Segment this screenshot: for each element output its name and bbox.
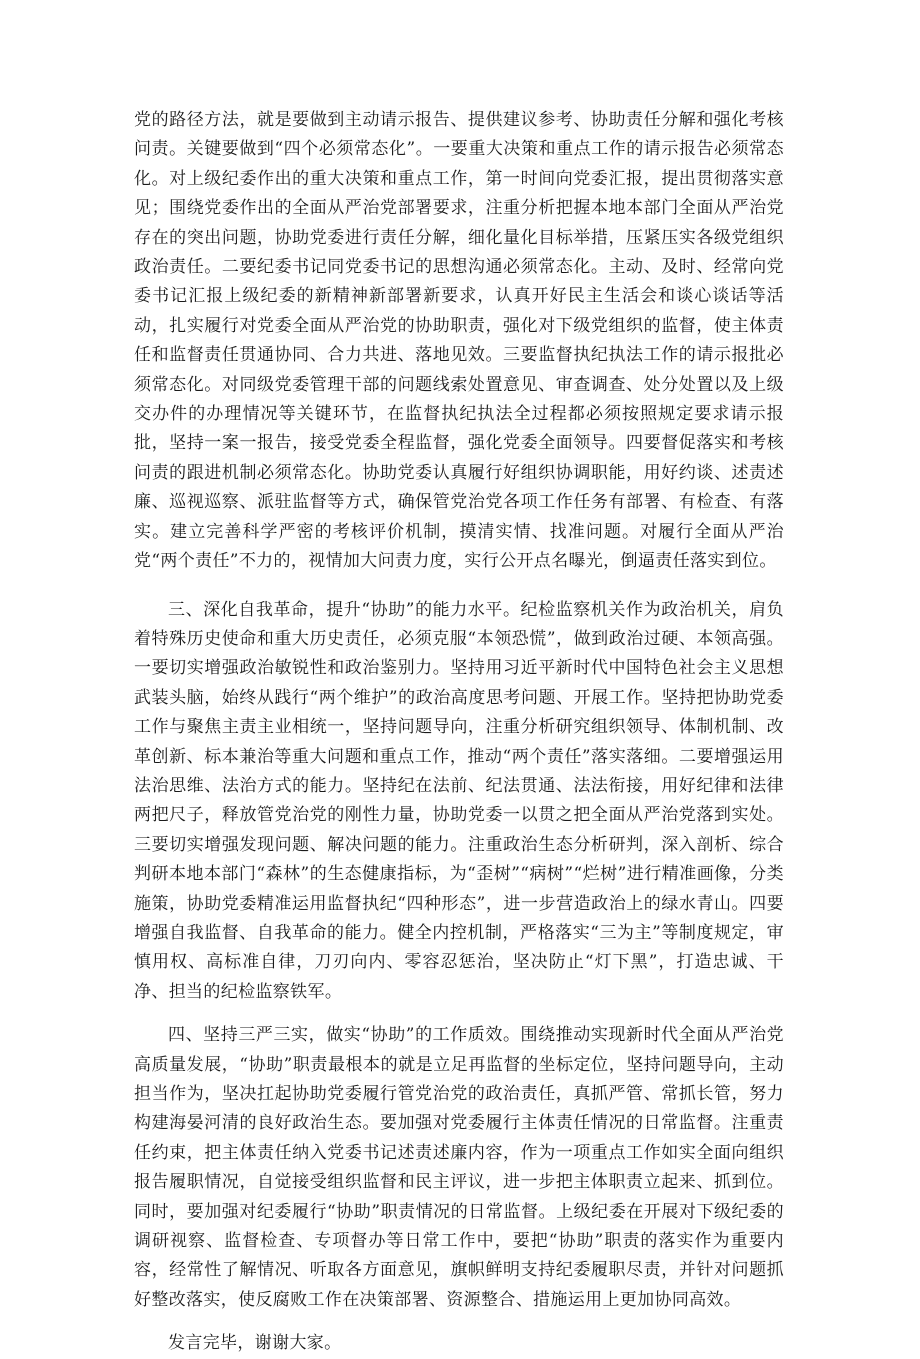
document-page	[134, 106, 784, 1359]
paragraph-section-three: 三、深化自我革命，提升“协助”的能力水平。纪检监察机关作为政治机关，肩负着特殊历史使命和重大历史责任，必须克服“本领恐慌”，做到政治过硬、本领高强。一要切实增强政治敏锐性和政治鉴别力。坚持用习近平新时代中国特色社会主义思想武装头脑，始终从践行“两个维护”的政治高度思考问题、开展工作。坚持把协助党委工作与聚焦主责主业相统一，坚持问题导向，注重分析研究组织领导、体制机制、改革创新、标本兼治等重大问题和重点工作，推动“两个责任”落实落细。二要增强运用法治思维、法治方式的能力。坚持纪在法前、纪法贯通、法法衔接，用好纪律和法律两把尺子，释放管党治党的刚性力量，协助党委一以贯之把全面从严治党落到实处。三要切实增强发现问题、解决问题的能力。注重政治生态分析研判，深入剖析、综合判研本地本部门“森林”的生态健康指标，为“歪树”“病树”“烂树”进行精准画像，分类施策，协助党委精准运用监督执纪“四种形态”，进一步营造政治上的绿水青山。四要增强自我监督、自我革命的能力。健全内控机制，严格落实“三为主”等制度规定，审慎用权、高标准自律，刀刃向内、零容忍惩治，坚决防止“灯下黑”，打造忠诚、干净、担当的纪检监察铁军。	[134, 599, 784, 1002]
paragraph-continuation: 党的路径方法，就是要做到主动请示报告、提供建议参考、协助责任分解和强化考核问责。关键要做到“四个必须常态化”。一要重大决策和重点工作的请示报告必须常态化。对上级纪委作出的重大决策和重点工作，第一时间向党委汇报，提出贯彻落实意见；围绕党委作出的全面从严治党部署要求，注重分析把握本地本部门全面从严治党存在的突出问题，协助党委进行责任分解，细化量化目标举措，压紧压实各级党组织政治责任。二要纪委书记同党委书记的思想沟通必须常态化。主动、及时、经常向党委书记汇报上级纪委的新精神新部署新要求，认真开好民主生活会和谈心谈话等活动，扎实履行对党委全面从严治党的协助职责，强化对下级党组织的监督，使主体责任和监督责任贯通协同、合力共进、落地见效。三要监督执纪执法工作的请示报批必须常态化。对同级党委管理干部的问题线索处置意见、审查调查、处分处置以及上级交办件的办理情况等关键环节，在监督执纪执法全过程都必须按照规定要求请示报批，坚持一案一报告，接受党委全程监督，强化党委全面领导。四要督促落实和考核问责的跟进机制必须常态化。协助党委认真履行好组织协调职能，用好约谈、述责述廉、巡视巡察、派驻监督等方式，确保管党治党各项工作任务有部署、有检查、有落实。建立完善科学严密的考核评价机制，摸清实情、找准问题。对履行全面从严治党“两个责任”不力的，视情加大问责力度，实行公开点名曝光，倒逼责任落实到位。	[134, 110, 784, 572]
paragraph-closing: 发言完毕，谢谢大家。	[168, 1333, 342, 1354]
paragraph-section-four: 四、坚持三严三实，做实“协助”的工作质效。围绕推动实现新时代全面从严治党高质量发展，“协助”职责最根本的就是立足再监督的坐标定位，坚持问题导向，主动担当作为，坚决扛起协助党委履行管党治党的政治责任，真抓严管、常抓长管，努力构建海晏河清的良好政治生态。要加强对党委履行主体责任情况的日常监督。注重责任约束，把主体责任纳入党委书记述责述廉内容，作为一项重点工作如实全面向组织报告履职情况，自觉接受组织监督和民主评议，进一步把主体职责立起来、抓到位。同时，要加强对纪委履行“协助”职责情况的日常监督。上级纪委在开展对下级纪委的调研视察、监督检查、专项督办等日常工作中，要把“协助”职责的落实作为重要内容，经常性了解情况、听取各方面意见，旗帜鲜明支持纪委履职尽责，并针对问题抓好整改落实，使反腐败工作在决策部署、资源整合、措施运用上更加协同高效。	[134, 1025, 784, 1310]
